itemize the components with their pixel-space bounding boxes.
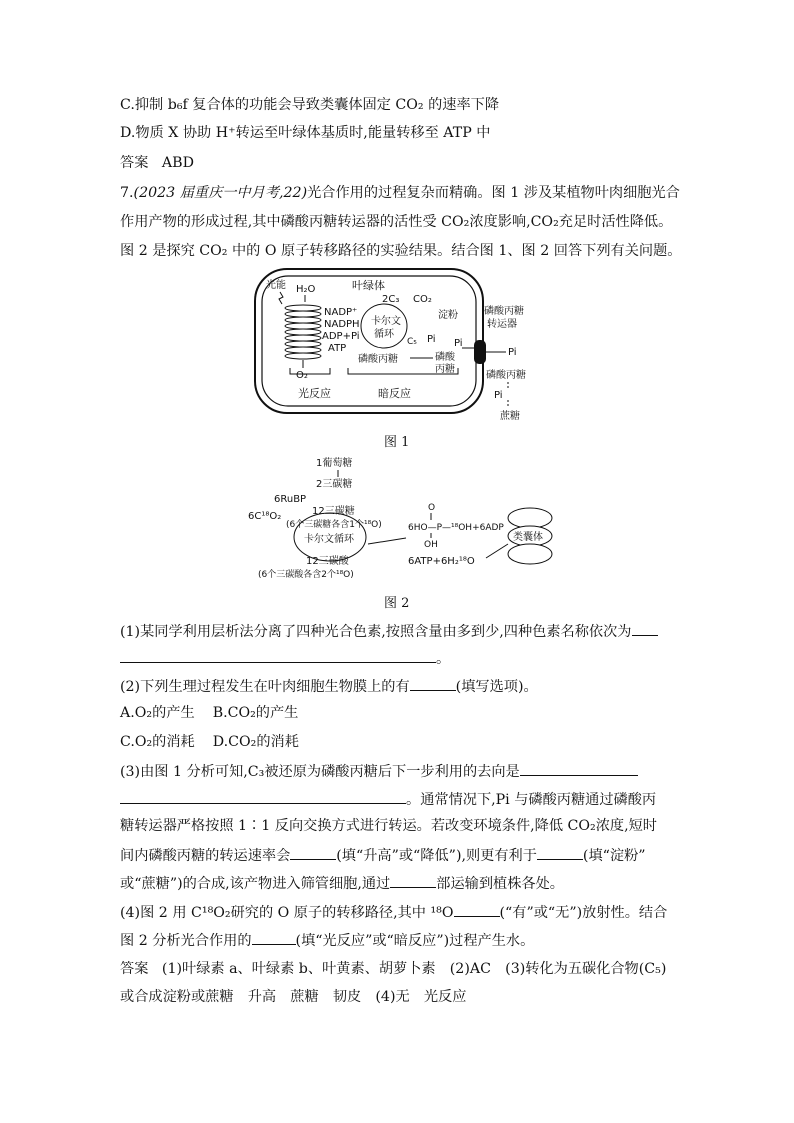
rubp-label: 6RuBP [274,494,307,505]
transporter [474,340,486,364]
q4-text-a1: (4)图 2 用 C¹⁸O₂研究的 O 原子的转移路径,其中 ¹⁸O [120,905,454,921]
q7-line1 [120,184,680,202]
q3-line4 [120,845,646,865]
q1-line2 [120,648,450,668]
h2o-label: H₂O [296,284,316,295]
q3-blank-d[interactable] [537,845,583,860]
q2-text: (2)下列生理过程发生在叶肉细胞生物膜上的有 [120,679,410,695]
sucrose-label: 蔗糖 [500,411,520,422]
q3-text-d2: (填“升高”或“降低”),则更有利于 [336,848,537,864]
q4-line1 [120,902,667,922]
glucose-label: 1葡萄糖 [316,458,353,469]
q7-text1: 光合作用的过程复杂而精确。图 1 涉及某植物叶肉细胞光合 [307,185,680,201]
figure-1-caption: 图 1 [384,435,410,450]
tp-out-label: 磷酸丙糖 [486,370,526,381]
q3-line1 [120,761,638,781]
c18o2-label: 6C¹⁸O₂ [248,511,282,522]
q3-text-d3: (填“淀粉” [582,848,646,864]
q2-end: (填写选项)。 [455,679,538,695]
answer-value: ABD [161,155,194,171]
pho-o-label: O [428,503,436,513]
twelve-triose-label: 12三碳糖 [312,506,355,517]
pi-mid-label: Pi [454,338,463,349]
nadph-label: NADPH [324,319,360,330]
c5-label: C₅ [407,337,417,347]
q3-text-e2: 部运输到植株各处。 [436,876,564,892]
q2-option-d: D.CO₂的消耗 [212,734,299,750]
acid-note-label: (6个三碳酸各含2个¹⁸O) [258,570,354,580]
adp-pi-label: ADP+Pi [322,331,360,342]
q1-line [120,621,658,641]
triose-note-label: (6个三碳糖各含1个¹⁸O) [286,520,382,530]
q3-blank-c[interactable] [290,845,336,860]
q1-end: 。 [436,651,451,667]
q7-line3: 图 2 是探究 CO₂ 中的 O 原子转移路径的实验结果。结合图 1、图 2 回答下列有关问题。 [120,243,682,259]
tp-mid-label-2: 丙糖 [435,364,455,375]
thylakoid-top [508,508,552,528]
option-d: D.物质 X 协助 H⁺转运至叶绿体基质时,能量转移至 ATP 中 [120,125,491,141]
atp-h2o-label: 6ATP+6H₂¹⁸O [408,556,475,567]
answer-line2: 或合成淀粉或蔗糖 升高 蔗糖 韧皮 (4)无 光反应 [120,989,467,1005]
co2-label: CO₂ [413,294,432,305]
q3-text-d1: 间内磷酸丙糖的转运速率会 [120,848,291,864]
q3-line5 [120,873,564,893]
figure-1 [250,264,550,424]
q3-text-e1: 或“蔗糖”)的合成,该产物进入筛管细胞,通过 [120,876,391,892]
thylakoid-bottom [508,544,552,564]
q3-text-a: (3)由图 1 分析可知,C₃被还原为磷酸丙糖后下一步利用的去向是 [120,764,520,780]
q2-option-b: B.CO₂的产生 [212,705,299,721]
figure-2-caption: 图 2 [384,596,410,611]
q2-line [120,676,538,696]
calvin-label-1: 卡尔文 [371,316,401,327]
q4-blank-b[interactable] [252,930,296,945]
q4-line2 [120,930,534,950]
q1-blank-a[interactable] [632,621,658,636]
nadp-label: NADP⁺ [324,307,358,318]
pho-oh-label: OH [424,540,438,550]
transporter-label-2: 转运器 [487,319,517,330]
answer-label: 答案 [120,155,149,171]
calvin-label-2: 循环 [374,329,394,340]
pi-out-label: Pi [508,347,517,358]
calvin-label-fig2: 卡尔文循环 [304,534,354,545]
atp-label: ATP [328,343,347,354]
q2-blank[interactable] [410,676,456,691]
grana-stack [285,305,321,359]
pho-main-label: 6HO—P—¹⁸OH+6ADP [408,523,504,533]
q2-options-cd [120,733,299,751]
tp-mid-label-1: 磷酸 [435,352,455,363]
q2-option-c: C.O₂的消耗 [120,734,195,750]
light-reaction-label: 光反应 [298,387,331,400]
q4-blank-a[interactable] [454,902,500,917]
q4-text-a2: (“有”或“无”)放射性。结合 [499,905,668,921]
q7-line2: 作用产物的形成过程,其中磷酸丙糖转运器的活性受 CO₂浓度影响,CO₂充足时活性降低。 [120,214,673,230]
option-c: C.抑制 b₆f 复合体的功能会导致类囊体固定 CO₂ 的速率下降 [120,97,500,113]
chloroplast-label: 叶绿体 [352,279,385,292]
q1-blank-b[interactable] [120,648,436,663]
q3-blank-b[interactable] [120,789,406,804]
answer-prev [120,154,194,172]
pi-bottom-label: Pi [494,390,503,401]
q4-text-b1: 图 2 分析光合作用的 [120,933,252,949]
two-triose-label: 2三碳糖 [316,479,353,490]
o2-label: O₂ [296,370,308,381]
starch-label: 淀粉 [438,310,458,321]
q3-text-b: 。通常情况下,Pi 与磷酸丙糖通过磷酸丙 [406,792,657,808]
q3-line2 [120,789,656,809]
q2-options-ab [120,704,298,722]
figure-2 [248,452,558,586]
twelve-acid-label: 12三碳酸 [306,556,349,567]
answer-label-2: 答案 [120,961,149,977]
dark-reaction-label: 暗反应 [378,387,411,400]
answer-line1 [120,960,666,978]
answer-text-1: (1)叶绿素 a、叶绿素 b、叶黄素、胡萝卜素 (2)AC (3)转化为五碳化合物(C₅) [161,961,667,977]
pi-inner-label: Pi [427,334,436,345]
two-c3-label: 2C₃ [382,294,400,305]
q4-text-b2: (填“光反应”或“暗反应”)过程产生水。 [295,933,535,949]
light-energy-label: 光能 [266,280,286,291]
q2-option-a: A.O₂的产生 [120,705,195,721]
q3-blank-e[interactable] [390,873,436,888]
q1-text: (1)某同学利用层析法分离了四种光合色素,按照含量由多到少,四种色素名称依次为 [120,624,632,640]
tp-inner-label: 磷酸丙糖 [358,354,398,365]
q7-source: (2023 届重庆一中月考,22) [133,185,308,201]
q7-number: 7. [120,185,134,201]
thylakoid-label: 类囊体 [513,532,543,543]
q3-blank-a[interactable] [520,761,638,776]
q3-line3: 糖转运器严格按照 1∶1 反向交换方式进行转运。若改变环境条件,降低 CO₂浓度,短时 [120,818,657,834]
transporter-label-1: 磷酸丙糖 [484,306,524,317]
